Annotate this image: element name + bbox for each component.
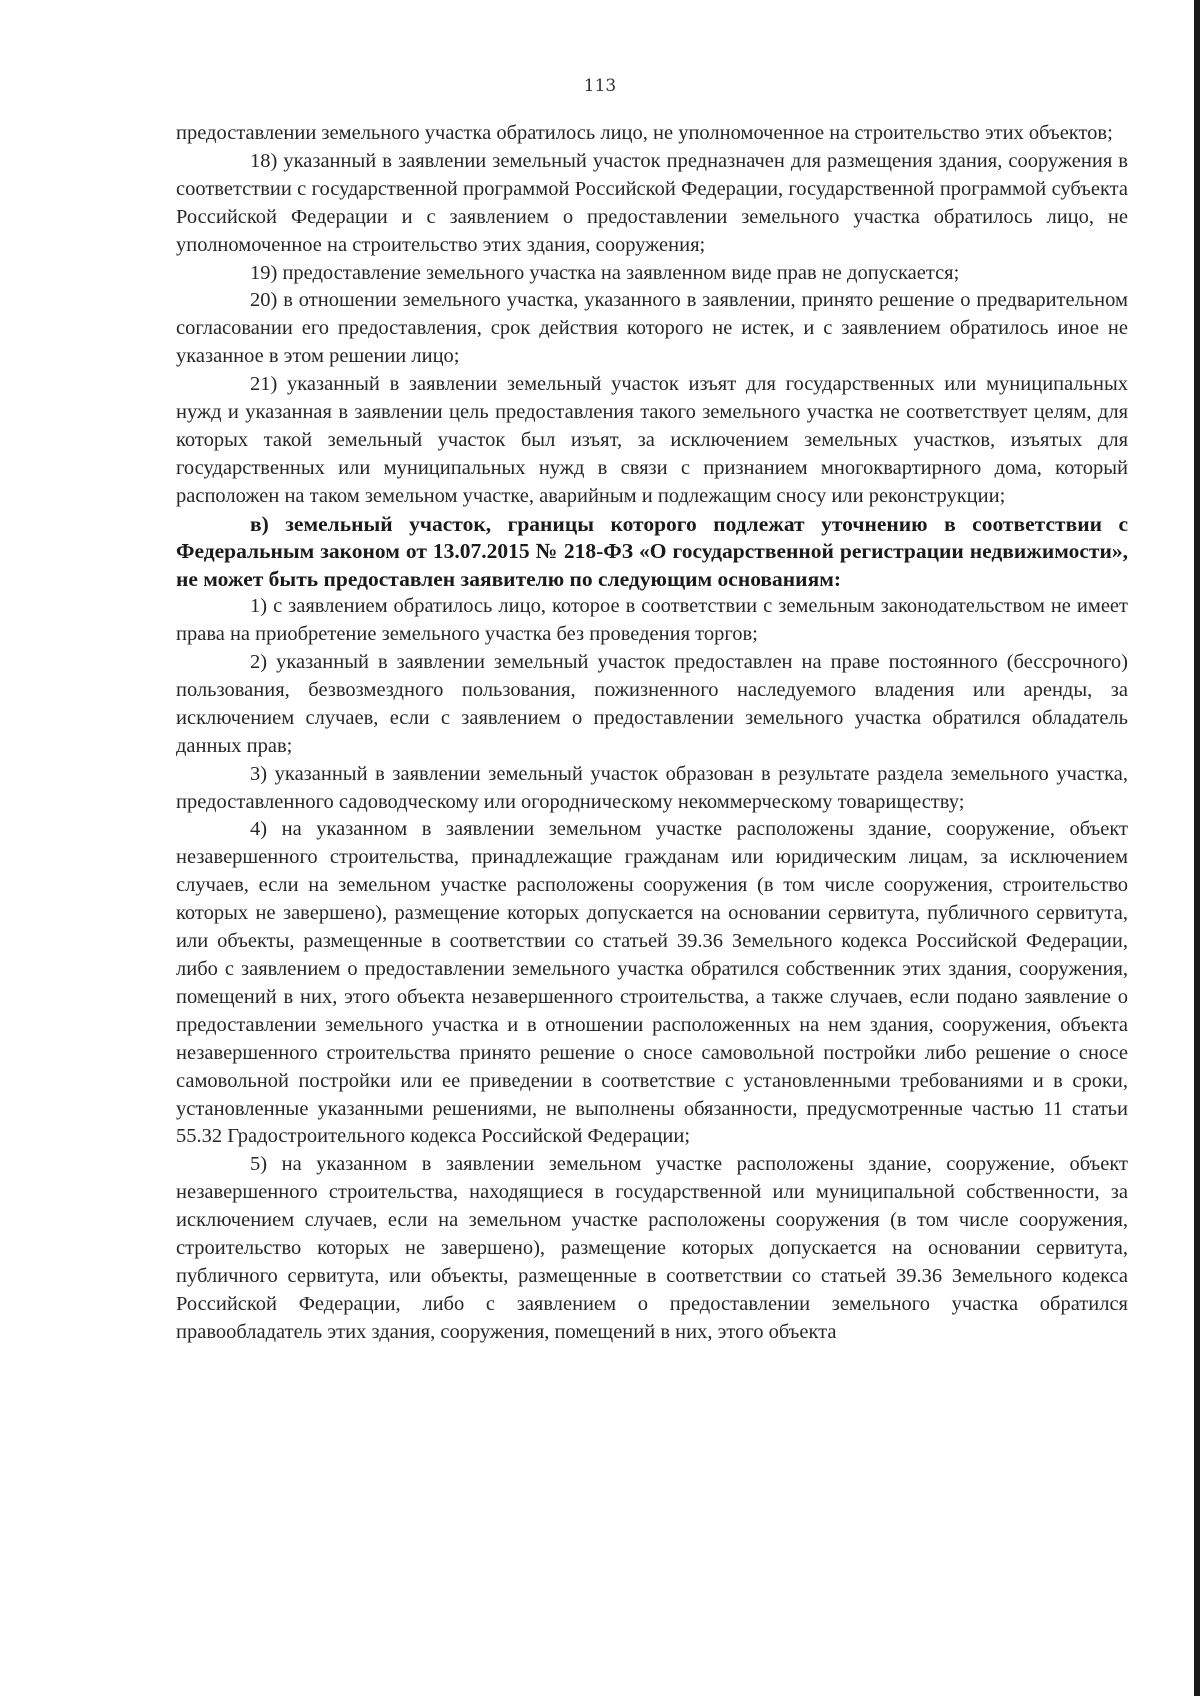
section-heading-v: в) земельный участок, границы которого подлежат уточнению в соответствии с Федеральным законом от 13.07.2015 № 218-ФЗ «О государственной регистрации недвижимости», не может быть предоставлен заявителю по следующим основаниям:: [176, 511, 1128, 591]
page-number: 113: [583, 76, 617, 96]
paragraph-continuation: предоставлении земельного участка обратилось лицо, не уполномоченное на строительство этих объектов;: [176, 122, 1113, 144]
paragraph-item-4: 4) на указанном в заявлении земельном участке расположены здание, сооружение, объект незавершенного строительства, принадлежащие гражданам или юридическим лицам, за исключением случаев, если на земельном участке расположены сооружения (в том числе сооружения, строительство которых не завершено), размещение которых допускается на основании сервитута, публичного сервитута, или объекты, размещенные в соответствии со статьей 39.36 Земельного кодекса Российской Федерации, либо с заявлением о предоставлении земельного участка обратился собственник этих здания, сооружения, помещений в них, этого объекта незавершенного строительства, а также случаев, если подано заявление о предоставлении земельного участка и в отношении расположенных на нем здания, сооружения, объекта незавершенного строительства принято решение о сносе самовольной постройки либо решение о сносе самовольной постройки или ее приведении в соответствие с установленными требованиями и в сроки, установленные указанными решениями, не выполнены обязанности, предусмотренные частью 11 статьи 55.32 Градостроительного кодекса Российской Федерации;: [176, 818, 1128, 1148]
document-body: [176, 120, 1128, 1347]
paragraph-item-2: 2) указанный в заявлении земельный участок предоставлен на праве постоянного (бессрочного) пользования, безвозмездного пользования, пожизненного наследуемого владения или аренды, за исключением случаев, если с заявлением о предоставлении земельного участка обратился обладатель данных прав;: [176, 651, 1128, 757]
paragraph-item-1: 1) с заявлением обратилось лицо, которое в соответствии с земельным законодательством не имеет права на приобретение земельного участка без проведения торгов;: [176, 595, 1128, 646]
paragraph-item-20: 20) в отношении земельного участка, указанного в заявлении, принято решение о предварительном согласовании его предоставления, срок действия которого не истек, и с заявлением обратилось иное не указанное в этом решении лицо;: [176, 289, 1128, 368]
paragraph-item-5: 5) на указанном в заявлении земельном участке расположены здание, сооружение, объект незавершенного строительства, находящиеся в государственной или муниципальной собственности, за исключением случаев, если на земельном участке расположены сооружения (в том числе сооружения, строительство которых не завершено), размещение которых допускается на основании сервитута, публичного сервитута, или объекты, размещенные в соответствии со статьей 39.36 Земельного кодекса Российской Федерации, либо с заявлением о предоставлении земельного участка обратился правообладатель этих здания, сооружения, помещений в них, этого объекта: [176, 1153, 1128, 1343]
paragraph-item-21: 21) указанный в заявлении земельный участок изъят для государственных или муниципальных нужд и указанная в заявлении цель предоставления такого земельного участка не соответствует целям, для которых такой земельный участок был изъят, за исключением земельных участков, изъятых для государственных или муниципальных нужд в связи с признанием многоквартирного дома, который расположен на таком земельном участке, аварийным и подлежащим сносу или реконструкции;: [176, 373, 1128, 507]
paragraph-item-3: 3) указанный в заявлении земельный участок образован в результате раздела земельного участка, предоставленного садоводческому или огородническому некоммерческому товариществу;: [176, 762, 1128, 813]
paragraph-item-18: 18) указанный в заявлении земельный участок предназначен для размещения здания, сооружения в соответствии с государственной программой Российской Федерации, государственной программой субъекта Российской Федерации и с заявлением о предоставлении земельного участка обратилось лицо, не уполномоченное на строительство этих здания, сооружения;: [176, 149, 1128, 256]
paragraph-item-19: 19) предоставление земельного участка на заявленном виде прав не допускается;: [250, 261, 960, 284]
scan-edge: [1194, 0, 1200, 1696]
